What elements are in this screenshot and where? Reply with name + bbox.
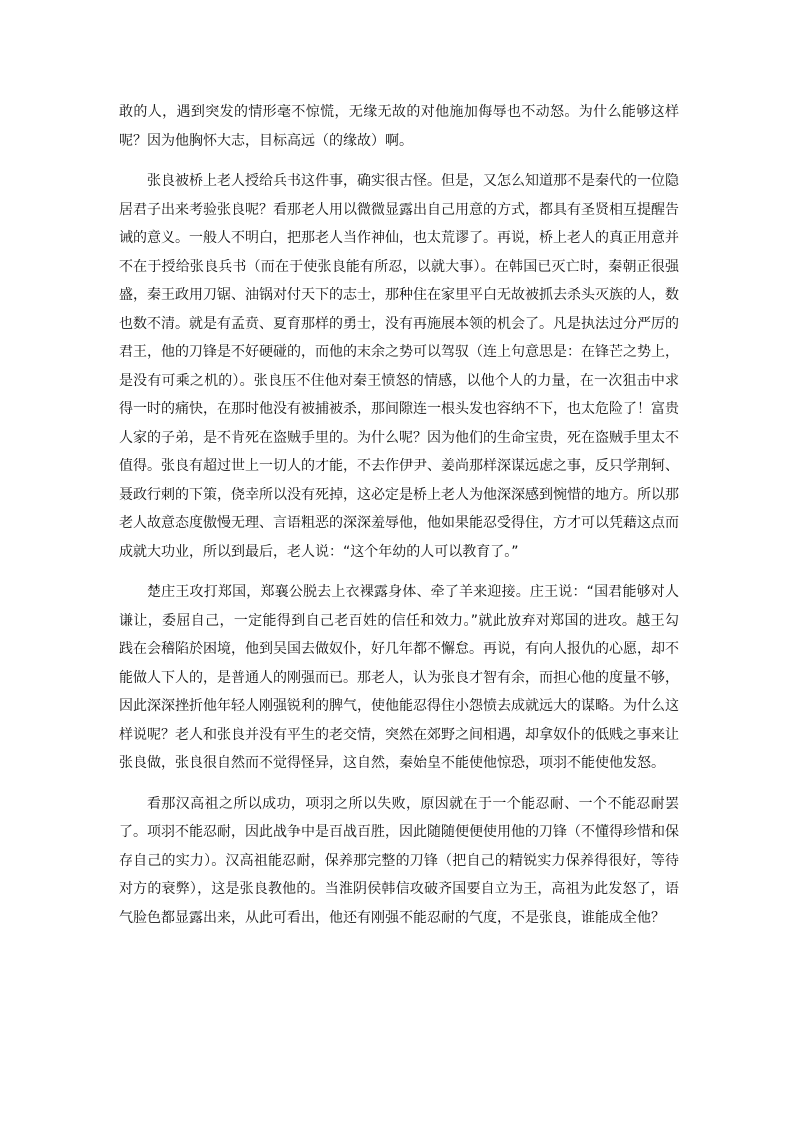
paragraph-continuation: 敢的人，遇到突发的情形毫不惊慌，无缘无故的对他施加侮辱也不动怒。为什么能够这样呢？因为他胸怀大志，目标高远（的缘故）啊。 (119, 104, 679, 149)
paragraph-han-gaozu: 看那汉高祖之所以成功，项羽之所以失败，原因就在于一个能忍耐、一个不能忍耐罢了。项羽不能忍耐，因此战争中是百战百胜，因此随随便便使用他的刀锋（不懂得珍惜和保存自己的实力）。汉高祖能忍耐，保养那完整的刀锋（把自己的精锐实力保养得很好，等待对方的衰弊），这是张良教他的。当淮阴侯韩信攻破齐国要自立为王，高祖为此发怒了，语气脸色都显露出来，从此可看出，他还有刚强不能忍耐的气度，不是张良，谁能成全他？ (119, 795, 679, 926)
paragraph-zhang-liang-book: 张良被桥上老人授给兵书这件事，确实很古怪。但是，又怎么知道那不是秦代的一位隐居君子出来考验张良呢？看那老人用以微微显露出自己用意的方式，都具有圣贤相互提醒告诫的意义。一般人不明白，把那老人当作神仙，也太荒谬了。再说，桥上老人的真正用意并不在于授给张良兵书（而在于使张良能有所忍，以就大事）。在韩国已灭亡时，秦朝正很强盛，秦王政用刀锯、油锅对付天下的志士，那种住在家里平白无故被抓去杀头灭族的人，数也数不清。就是有孟贲、夏育那样的勇士，没有再施展本领的机会了。凡是执法过分严厉的君王，他的刀锋是不好硬碰的，而他的末余之势可以驾驭（连上句意思是：在锋芒之势上，是没有可乘之机的）。张良压不住他对秦王愤怒的情感，以他个人的力量，在一次狙击中求得一时的痛快，在那时他没有被捕被杀，那间隙连一根头发也容纳不下，也太危险了！富贵人家的子弟，是不肯死在盗贼手里的。为什么呢？因为他们的生命宝贵，死在盗贼手里太不值得。张良有超过世上一切人的才能，不去作伊尹、姜尚那样深谋远虑之事，反只学荆轲、聂政行刺的下策，侥幸所以没有死掉，这必定是桥上老人为他深深感到惋惜的地方。所以那老人故意态度傲慢无理、言语粗恶的深深羞辱他，他如果能忍受得住，方才可以凭藉这点而成就大功业，所以到最后，老人说：“这个年幼的人可以教育了。” (119, 173, 679, 560)
document-page (119, 98, 679, 932)
paragraph-chu-zhuang-wang: 楚庄王攻打郑国，郑襄公脱去上衣裸露身体、牵了羊来迎接。庄王说：“国君能够对人谦让，委屈自己，一定能得到自己老百姓的信任和效力。”就此放弃对郑国的进攻。越王勾践在会稽陷於困境，他到吴国去做奴仆，好几年都不懈怠。再说，有向人报仇的心愿，却不能做人下人的，是普通人的刚强而已。那老人，认为张良才智有余，而担心他的度量不够，因此深深挫折他年轻人刚强锐利的脾气，使他能忍得住小怨愤去成就远大的谋略。为什么这样说呢？老人和张良并没有平生的老交情，突然在郊野之间相遇，却拿奴仆的低贱之事来让张良做，张良很自然而不觉得怪异，这自然，秦始皇不能使他惊恐，项羽不能使他发怒。 (119, 584, 679, 771)
